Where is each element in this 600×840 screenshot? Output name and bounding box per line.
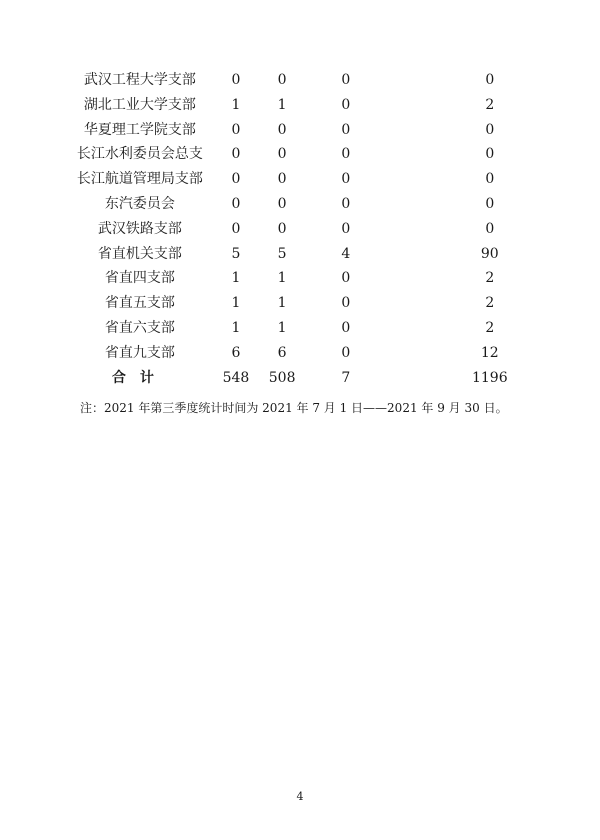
branch-name-cell: 武汉工程大学支部	[83, 72, 196, 88]
value-cell: 0	[341, 220, 351, 237]
table-body	[60, 68, 600, 390]
value-cell: 0	[341, 195, 351, 212]
value-cell: 0	[341, 344, 351, 361]
value-cell: 2	[485, 96, 495, 113]
total-value-cell: 508	[268, 369, 296, 386]
branch-name-cell: 省直九支部	[104, 344, 175, 361]
table-row	[60, 167, 600, 192]
value-cell: 1	[231, 270, 241, 287]
value-cell: 0	[341, 121, 351, 138]
value-cell: 0	[341, 146, 351, 163]
page-number: 4	[296, 790, 304, 803]
branch-name-cell: 华夏理工学院支部	[83, 121, 196, 138]
value-cell: 12	[480, 344, 499, 361]
value-cell: 0	[341, 295, 351, 312]
value-cell: 0	[341, 72, 351, 88]
table-row	[60, 142, 600, 167]
branch-name-cell: 省直五支部	[104, 295, 175, 312]
value-cell: 2	[485, 270, 495, 287]
value-cell: 1	[277, 96, 287, 113]
total-value-cell: 7	[341, 369, 351, 386]
value-cell: 0	[277, 146, 287, 163]
value-cell: 0	[277, 121, 287, 138]
value-cell: 0	[231, 195, 241, 212]
value-cell: 4	[341, 245, 351, 262]
value-cell: 0	[231, 220, 241, 237]
value-cell: 0	[231, 171, 241, 188]
value-cell: 0	[277, 72, 287, 88]
value-cell: 0	[341, 319, 351, 336]
value-cell: 0	[277, 195, 287, 212]
table-row	[60, 192, 600, 217]
table-row	[60, 341, 600, 366]
table-row	[60, 291, 600, 316]
stats-table	[60, 68, 600, 390]
table-row	[60, 242, 600, 267]
value-cell: 0	[231, 72, 241, 88]
value-cell: 0	[485, 171, 495, 188]
branch-name-cell: 省直机关支部	[97, 245, 182, 262]
value-cell: 2	[485, 295, 495, 312]
table-row	[60, 217, 600, 242]
total-value-cell: 1196	[471, 369, 508, 386]
value-cell: 0	[485, 220, 495, 237]
value-cell: 6	[231, 344, 241, 361]
value-cell: 0	[277, 220, 287, 237]
value-cell: 1	[231, 319, 241, 336]
value-cell: 0	[341, 171, 351, 188]
value-cell: 0	[341, 270, 351, 287]
branch-name-cell: 长江水利委员会总支	[76, 146, 203, 163]
footnote: 注：2021 年第三季度统计时间为 2021 年 7 月 1 日——2021 年 9 月 30 日。	[80, 401, 508, 415]
value-cell: 0	[231, 146, 241, 163]
value-cell: 0	[341, 96, 351, 113]
branch-name-cell: 长江航道管理局支部	[76, 171, 203, 188]
branch-name-cell: 武汉铁路支部	[97, 220, 182, 237]
table-row	[60, 316, 600, 341]
value-cell: 0	[485, 146, 495, 163]
table-row	[60, 118, 600, 143]
value-cell: 0	[277, 171, 287, 188]
total-label: 合计	[111, 369, 168, 386]
value-cell: 1	[231, 96, 241, 113]
total-row	[60, 366, 600, 391]
branch-name-cell: 湖北工业大学支部	[83, 96, 196, 113]
value-cell: 1	[277, 295, 287, 312]
value-cell: 0	[231, 121, 241, 138]
value-cell: 0	[485, 121, 495, 138]
value-cell: 5	[231, 245, 241, 262]
table-row	[60, 266, 600, 291]
value-cell: 5	[277, 245, 287, 262]
total-value-cell: 548	[222, 369, 250, 386]
table-row	[60, 68, 600, 93]
branch-name-cell: 省直六支部	[104, 319, 175, 336]
value-cell: 0	[485, 72, 495, 88]
value-cell: 0	[485, 195, 495, 212]
value-cell: 2	[485, 319, 495, 336]
value-cell: 1	[277, 270, 287, 287]
branch-name-cell: 东汽委员会	[104, 195, 175, 212]
table-row	[60, 93, 600, 118]
value-cell: 1	[231, 295, 241, 312]
value-cell: 1	[277, 319, 287, 336]
value-cell: 6	[277, 344, 287, 361]
value-cell: 90	[480, 245, 499, 262]
branch-name-cell: 省直四支部	[104, 270, 175, 287]
